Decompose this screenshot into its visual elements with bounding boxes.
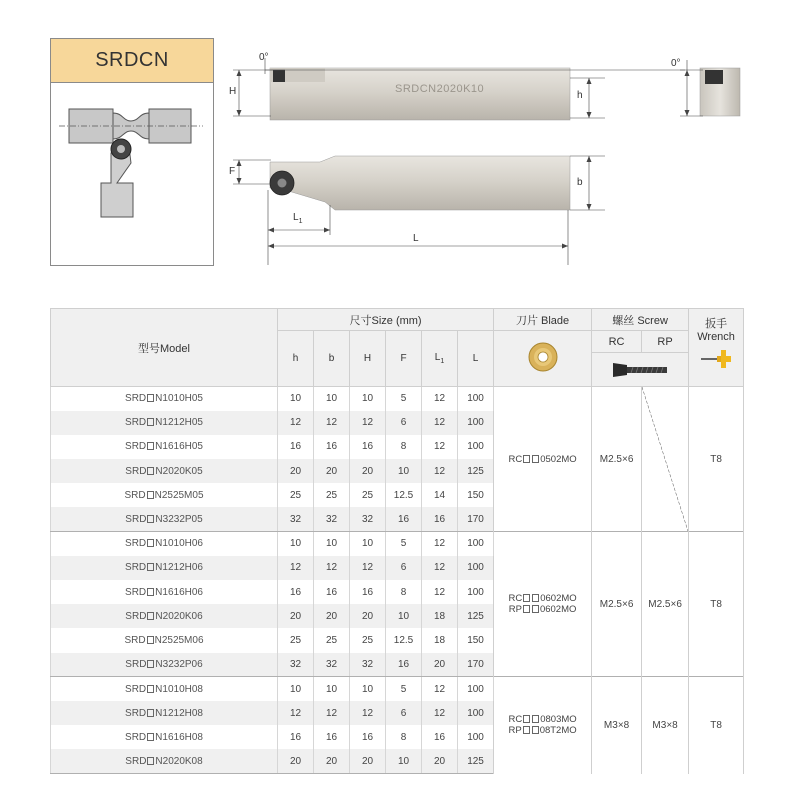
cell-H: 16 xyxy=(350,725,386,749)
model-cell: SRD N1010H06 xyxy=(51,532,278,556)
model-cell: SRD N3232P06 xyxy=(51,653,278,677)
cell-h: 25 xyxy=(278,483,314,507)
header-col-L: L xyxy=(458,331,494,387)
cell-F: 10 xyxy=(386,749,422,773)
cell-L: 100 xyxy=(458,725,494,749)
cell-L: 100 xyxy=(458,411,494,435)
not-applicable-slash xyxy=(642,387,688,531)
cell-L1: 12 xyxy=(422,435,458,459)
cell-F: 6 xyxy=(386,556,422,580)
cell-F: 5 xyxy=(386,677,422,701)
cell-H: 12 xyxy=(350,556,386,580)
cell-L1: 20 xyxy=(422,749,458,773)
cell-L1: 12 xyxy=(422,411,458,435)
cell-b: 20 xyxy=(314,749,350,773)
cell-h: 10 xyxy=(278,532,314,556)
model-cell: SRD N1212H08 xyxy=(51,701,278,725)
cell-F: 6 xyxy=(386,411,422,435)
model-cell: SRD N1616H08 xyxy=(51,725,278,749)
spec-table xyxy=(50,308,744,774)
cell-b: 20 xyxy=(314,459,350,483)
header-col-H: H xyxy=(350,331,386,387)
cell-h: 16 xyxy=(278,725,314,749)
cell-L: 170 xyxy=(458,507,494,531)
cell-F: 16 xyxy=(386,653,422,677)
cell-L: 100 xyxy=(458,701,494,725)
cell-b: 32 xyxy=(314,507,350,531)
cell-L1: 16 xyxy=(422,725,458,749)
screw-rc-cell: M2.5×6 xyxy=(592,387,642,532)
model-cell: SRD N1212H05 xyxy=(51,411,278,435)
table-row xyxy=(51,677,744,701)
header-model: 型号Model xyxy=(51,309,278,387)
header-col-b: b xyxy=(314,331,350,387)
blade-cell: RC 0602MO RP 0602MO xyxy=(494,532,592,677)
cell-L: 125 xyxy=(458,749,494,773)
cell-L: 100 xyxy=(458,556,494,580)
cell-L: 100 xyxy=(458,677,494,701)
blade-cell: RC 0502MO xyxy=(494,387,592,532)
cell-b: 16 xyxy=(314,725,350,749)
screw-rp-cell: M2.5×6 xyxy=(642,532,689,677)
cell-b: 20 xyxy=(314,604,350,628)
cell-L1: 12 xyxy=(422,532,458,556)
dim-b: b xyxy=(577,177,583,188)
model-cell: SRD N2020K05 xyxy=(51,459,278,483)
cell-H: 20 xyxy=(350,604,386,628)
blade-insert-icon xyxy=(526,340,560,374)
cell-L1: 12 xyxy=(422,556,458,580)
header-blade: 刀片 Blade xyxy=(494,309,592,331)
cell-L: 100 xyxy=(458,435,494,459)
table-row xyxy=(51,387,744,411)
cell-F: 10 xyxy=(386,459,422,483)
header-screw: 螺丝 Screw xyxy=(592,309,689,331)
cell-H: 25 xyxy=(350,628,386,652)
model-cell: SRD N2020K08 xyxy=(51,749,278,773)
cell-h: 10 xyxy=(278,677,314,701)
cell-h: 20 xyxy=(278,749,314,773)
cell-H: 10 xyxy=(350,532,386,556)
cell-H: 10 xyxy=(350,677,386,701)
angle-label-top: 0° xyxy=(259,52,269,63)
wrench-cell: T8 xyxy=(689,532,744,677)
cell-b: 12 xyxy=(314,411,350,435)
cell-F: 12.5 xyxy=(386,628,422,652)
model-box xyxy=(50,38,214,266)
header-wrench-cn: 扳手 xyxy=(705,318,728,330)
model-cell: SRD N1616H05 xyxy=(51,435,278,459)
header-col-L1: $L_1$ xyxy=(422,331,458,387)
cell-L: 100 xyxy=(458,532,494,556)
application-diagram xyxy=(51,83,213,265)
header-col-h: h xyxy=(278,331,314,387)
cell-L1: 18 xyxy=(422,628,458,652)
screw-rc-cell: M3×8 xyxy=(592,677,642,774)
model-cell: SRD N2525M05 xyxy=(51,483,278,507)
cell-h: 12 xyxy=(278,411,314,435)
cell-b: 25 xyxy=(314,483,350,507)
cell-h: 12 xyxy=(278,701,314,725)
cell-L: 100 xyxy=(458,580,494,604)
cell-H: 16 xyxy=(350,435,386,459)
shank-marking: SRDCN2020K10 xyxy=(395,83,485,95)
cell-L1: 16 xyxy=(422,507,458,531)
cell-h: 10 xyxy=(278,387,314,411)
header-screw-rc: RC xyxy=(592,331,642,352)
blade-cell: RC 0803MO RP 08T2MO xyxy=(494,677,592,774)
cell-b: 16 xyxy=(314,580,350,604)
screw-rc-cell: M2.5×6 xyxy=(592,532,642,677)
top-view-insert xyxy=(273,70,285,82)
cell-h: 32 xyxy=(278,653,314,677)
wrench-cell: T8 xyxy=(689,677,744,774)
cell-H: 16 xyxy=(350,580,386,604)
cell-F: 5 xyxy=(386,532,422,556)
cell-L: 150 xyxy=(458,483,494,507)
cell-L1: 12 xyxy=(422,580,458,604)
cell-H: 12 xyxy=(350,701,386,725)
cell-H: 20 xyxy=(350,749,386,773)
angle-label-right: 0° xyxy=(671,58,681,69)
header-screw-rp: RP xyxy=(657,335,673,348)
model-cell: SRD N1010H08 xyxy=(51,677,278,701)
model-cell: SRD N1010H05 xyxy=(51,387,278,411)
header-blade-image xyxy=(494,331,592,387)
model-cell: SRD N1616H06 xyxy=(51,580,278,604)
header-wrench xyxy=(689,309,744,387)
cell-H: 10 xyxy=(350,387,386,411)
side-view-shank xyxy=(270,156,570,210)
cell-L1: 18 xyxy=(422,604,458,628)
cell-L1: 20 xyxy=(422,653,458,677)
cell-h: 32 xyxy=(278,507,314,531)
dim-H: H xyxy=(229,86,237,97)
cell-L: 170 xyxy=(458,653,494,677)
cell-L1: 12 xyxy=(422,459,458,483)
wrench-cell: T8 xyxy=(689,387,744,532)
cell-h: 20 xyxy=(278,604,314,628)
cell-b: 32 xyxy=(314,653,350,677)
cell-F: 8 xyxy=(386,725,422,749)
cell-L: 125 xyxy=(458,604,494,628)
header-screw-sub xyxy=(592,331,689,387)
cell-L: 100 xyxy=(458,387,494,411)
header-size: 尺寸Size (mm) xyxy=(278,309,494,331)
cell-H: 32 xyxy=(350,507,386,531)
wrench-icon xyxy=(699,347,733,369)
cell-L1: 12 xyxy=(422,387,458,411)
cell-L: 150 xyxy=(458,628,494,652)
dim-L1: $L_1$ xyxy=(293,212,303,225)
cell-b: 10 xyxy=(314,532,350,556)
cell-F: 8 xyxy=(386,580,422,604)
cell-L: 125 xyxy=(458,459,494,483)
cell-b: 12 xyxy=(314,556,350,580)
cell-b: 10 xyxy=(314,387,350,411)
cell-H: 32 xyxy=(350,653,386,677)
tool-drawing-svg xyxy=(225,50,785,270)
cell-h: 12 xyxy=(278,556,314,580)
cell-h: 20 xyxy=(278,459,314,483)
model-cell: SRD N3232P05 xyxy=(51,507,278,531)
cell-L1: 12 xyxy=(422,701,458,725)
cell-h: 25 xyxy=(278,628,314,652)
cell-L1: 12 xyxy=(422,677,458,701)
cell-F: 5 xyxy=(386,387,422,411)
dim-h: h xyxy=(577,90,583,101)
cell-H: 20 xyxy=(350,459,386,483)
model-cell: SRD N1212H06 xyxy=(51,556,278,580)
screw-icon xyxy=(609,359,671,381)
cell-b: 16 xyxy=(314,435,350,459)
technical-drawing xyxy=(225,50,785,270)
cell-F: 10 xyxy=(386,604,422,628)
screw-rp-cell: M3×8 xyxy=(642,677,689,774)
cell-h: 16 xyxy=(278,580,314,604)
model-cell: SRD N2020K06 xyxy=(51,604,278,628)
dim-F: F xyxy=(229,166,236,177)
header-col-F: F xyxy=(386,331,422,387)
model-title: SRDCN xyxy=(51,39,213,83)
model-cell: SRD N2525M06 xyxy=(51,628,278,652)
screw-rp-cell xyxy=(642,387,689,532)
dim-L: L xyxy=(413,233,419,244)
cell-F: 16 xyxy=(386,507,422,531)
cell-b: 10 xyxy=(314,677,350,701)
cell-F: 12.5 xyxy=(386,483,422,507)
cell-L1: 14 xyxy=(422,483,458,507)
cell-F: 8 xyxy=(386,435,422,459)
cell-H: 12 xyxy=(350,411,386,435)
cell-F: 6 xyxy=(386,701,422,725)
cell-b: 12 xyxy=(314,701,350,725)
cell-b: 25 xyxy=(314,628,350,652)
header-wrench-en: Wrench xyxy=(697,331,735,343)
cell-h: 16 xyxy=(278,435,314,459)
cell-H: 25 xyxy=(350,483,386,507)
table-row xyxy=(51,532,744,556)
